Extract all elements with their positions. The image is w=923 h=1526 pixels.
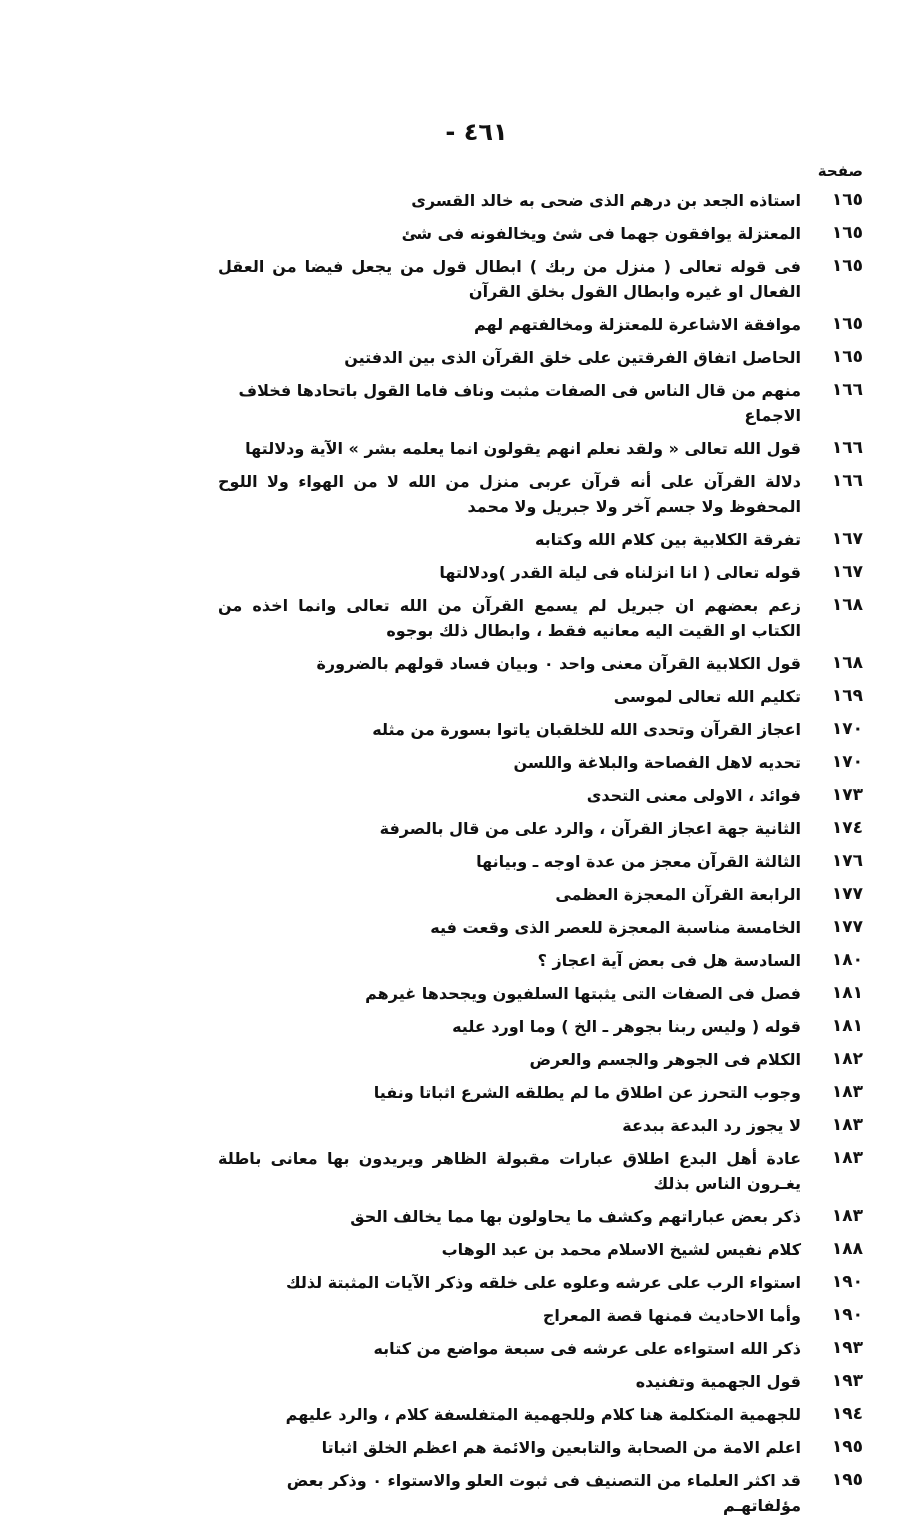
toc-page-number: ١٧٠ [831,752,863,772]
toc-entry [218,221,863,246]
toc-entry-title: وجوب التحرز عن اطلاق ما لم يطلقه الشرع اثباتا ونفيا [373,1083,801,1102]
toc-entry [218,750,863,775]
toc-page-number: ١٦٨ [831,595,863,615]
toc-page-number: ١٩٠ [831,1272,863,1292]
toc-entry [218,783,863,808]
toc-entry [218,1014,863,1039]
toc-page-number: ١٩٤ [831,1404,863,1424]
toc-page-number: ١٦٦ [831,471,863,491]
toc-entry [218,436,863,461]
toc-page-number: ١٦٥ [831,314,863,334]
toc-entry [218,717,863,742]
toc-entry-title: الثالثة القرآن معجز من عدة اوجه ـ وبيانها [476,852,801,871]
toc-entry [218,1047,863,1072]
toc-page-number: ١٨٣ [831,1115,863,1135]
toc-page-number: ١٦٩ [831,686,863,706]
toc-page-number: ١٨٠ [831,950,863,970]
toc-entry-title: قول الله تعالى « ولقد نعلم انهم يقولون انما يعلمه بشر » الآية ودلالتها [245,439,801,458]
toc-entry-title: الخامسة مناسبة المعجزة للعصر الذى وقعت فيه [430,918,801,937]
toc-entry-title: الكلام فى الجوهر والجسم والعرض [529,1050,801,1069]
page-column-label: صفحة [817,162,863,180]
toc-page-number: ١٨١ [831,1016,863,1036]
toc-entry [218,469,863,519]
toc-entry-title: اعجاز القرآن وتحدى الله للخلقبان ياتوا بسورة من مثله [372,720,801,739]
toc-page-number: ١٨٢ [831,1049,863,1069]
toc-entry [218,593,863,643]
toc-entry-title: اعلم الامة من الصحابة والتابعين والائمة هم اعظم الخلق اثباتا [321,1438,801,1457]
toc-entry [218,1369,863,1394]
toc-page-number: ١٦٦ [831,380,863,400]
toc-page-number: ١٨٣ [831,1082,863,1102]
toc-entry-title: استاذه الجعد بن درهم الذى ضحى به خالد القسرى [411,191,801,210]
toc-entry-title: موافقة الاشاعرة للمعتزلة ومخالفتهم لهم [473,315,801,334]
toc-page-number: ١٦٦ [831,438,863,458]
toc-entry-title: قوله ( وليس ربنا بجوهر ـ الخ ) وما اورد عليه [452,1017,801,1036]
toc-entry [218,981,863,1006]
toc-page-number: ١٦٥ [831,190,863,210]
toc-entry-title: عادة أهل البدع اطلاق عبارات مقبولة الظاهر ويريدون بها معانى باطلة يغـرون الناس بذلك [218,1149,801,1193]
toc-entry [218,560,863,585]
toc-page-number: ١٩٣ [831,1338,863,1358]
toc-entry [218,254,863,304]
toc-entry [218,1468,863,1518]
toc-page-number: ١٨٣ [831,1206,863,1226]
toc-entry [218,188,863,213]
toc-page-number: ١٨١ [831,983,863,1003]
toc-entry-title: قوله تعالى ( انا انزلناه فى ليلة القدر )ودلالتها [439,563,801,582]
toc-entry [218,948,863,973]
toc-entry-title: قول الكلابية القرآن معنى واحد ٠ وبيان فساد قولهم بالضرورة [316,654,801,673]
toc-page-number: ١٦٨ [831,653,863,673]
toc-entry [218,684,863,709]
toc-page-number: ١٩٥ [831,1470,863,1490]
toc-entry [218,1080,863,1105]
toc-entry-title: السادسة هل فى بعض آية اعجاز ؟ [537,951,801,970]
page-number: ٤٦١ - [445,118,508,146]
toc-entry-title: الثانية جهة اعجاز القرآن ، والرد على من قال بالصرفة [379,819,801,838]
toc-entry-title: الرابعة القرآن المعجزة العظمى [555,885,801,904]
toc-entry-title: زعم بعضهم ان جبريل لم يسمع القرآن من الله تعالى وانما اخذه من الكتاب او القيت اليه معانيه فقط ، وابطال ذلك بوجوه [218,596,801,640]
toc-entry-title: منهم من قال الناس فى الصفات مثبت وناف فاما القول باتحادها فخلاف الاجماع [238,381,801,425]
toc-entry [218,1402,863,1427]
toc-page-number: ١٩٥ [831,1437,863,1457]
toc-entry-title: للجهمية المتكلمة هنا كلام وللجهمية المتفلسفة كلام ، والرد عليهم [285,1405,801,1424]
toc-entry-title: تفرقة الكلابية بين كلام الله وكتابه [534,530,801,549]
toc-entry-title: ذكر بعض عباراتهم وكشف ما يحاولون بها مما يخالف الحق [350,1207,801,1226]
toc-entry [218,378,863,428]
toc-entry [218,312,863,337]
toc-entry [218,651,863,676]
toc-page-number: ١٧٧ [831,917,863,937]
toc-page-number: ١٦٧ [831,529,863,549]
toc-entry-title: وأما الاحاديث فمنها قصة المعراج [542,1306,801,1325]
toc-entry [218,345,863,370]
toc-page-number: ١٧٣ [831,785,863,805]
toc-entry [218,816,863,841]
toc-entry-title: دلالة القرآن على أنه قرآن عربى منزل من الله لا من الهواء ولا اللوح المحفوظ ولا جسم آخر ولا جبريل ولا محمد [218,472,801,516]
toc-entry [218,1336,863,1361]
toc-entry [218,1270,863,1295]
toc-entry-title: تكليم الله تعالى لموسى [613,687,801,706]
toc-page-number: ١٧٤ [831,818,863,838]
toc-entry [218,527,863,552]
toc-entry-title: قد اكثر العلماء من التصنيف فى ثبوت العلو والاستواء ٠ وذكر بعض مؤلفاتهـم [286,1471,801,1515]
toc-page-number: ١٧٠ [831,719,863,739]
toc-page-number: ١٧٦ [831,851,863,871]
toc-page-number: ١٦٥ [831,256,863,276]
toc-page-number: ١٦٥ [831,347,863,367]
toc-entry [218,1237,863,1262]
toc-entry-title: ذكر الله استواءه على عرشه فى سبعة مواضع من كتابه [373,1339,801,1358]
table-of-contents [218,188,863,1526]
toc-page-number: ١٦٥ [831,223,863,243]
toc-entry-title: قول الجهمية وتفنيده [635,1372,801,1391]
toc-entry-title: فصل فى الصفات التى يثبتها السلفيون ويجحدها غيرهم [365,984,801,1003]
toc-entry-title: فى قوله تعالى ( منزل من ربك ) ابطال قول من يجعل فيضا من العقل الفعال او غيره وابطال القول بخلق القرآن [218,257,801,301]
toc-entry [218,882,863,907]
toc-page-number: ١٨٣ [831,1148,863,1168]
toc-entry-title: الحاصل اتفاق الفرقتين على خلق القرآن الذى بين الدفتين [344,348,801,367]
toc-entry-title: كلام نفيس لشيخ الاسلام محمد بن عبد الوهاب [441,1240,801,1259]
toc-entry-title: استواء الرب على عرشه وعلوه على خلقه وذكر الآيات المثبتة لذلك [285,1273,801,1292]
toc-page-number: ١٩٠ [831,1305,863,1325]
toc-entry [218,1204,863,1229]
toc-entry [218,1146,863,1196]
toc-page-number: ١٩٣ [831,1371,863,1391]
toc-entry-title: المعتزلة يوافقون جهما فى شئ ويخالفونه فى شئ [401,224,801,243]
toc-page-number: ١٨٨ [831,1239,863,1259]
toc-entry [218,1113,863,1138]
toc-entry [218,915,863,940]
toc-entry [218,1435,863,1460]
toc-entry-title: تحديه لاهل الفصاحة والبلاغة واللسن [513,753,801,772]
toc-entry [218,849,863,874]
toc-entry [218,1303,863,1328]
toc-entry-title: فوائد ، الاولى معنى التحدى [586,786,801,805]
toc-entry-title: لا يجوز رد البدعة ببدعة [622,1116,801,1135]
toc-page-number: ١٦٧ [831,562,863,582]
toc-page-number: ١٧٧ [831,884,863,904]
